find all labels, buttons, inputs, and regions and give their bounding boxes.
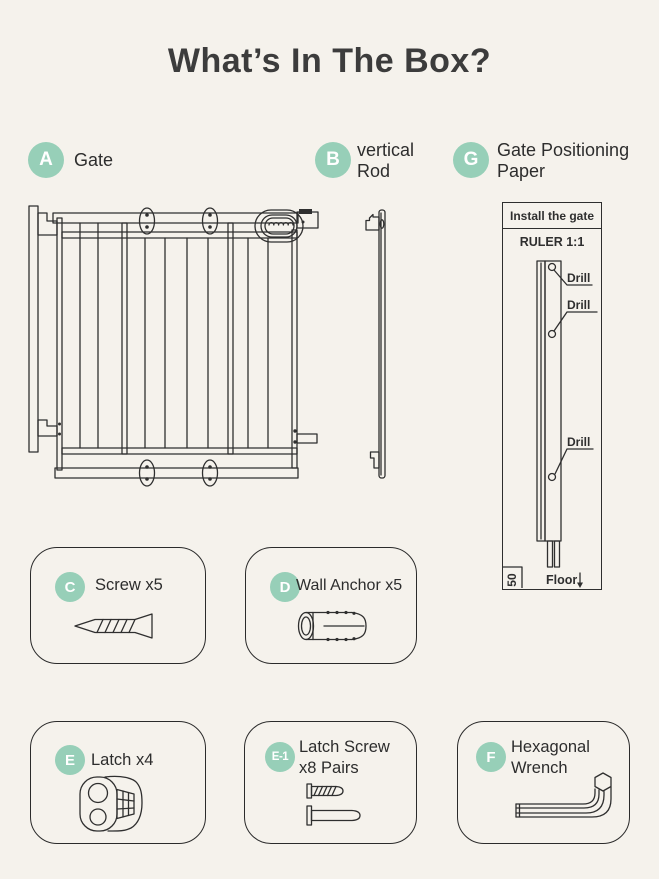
drill-hole bbox=[549, 264, 556, 271]
item-g-badge: G bbox=[453, 142, 489, 178]
gate-latch-block bbox=[297, 212, 318, 228]
hex-wrench-illustration bbox=[506, 770, 618, 830]
paper-illustration bbox=[503, 203, 600, 588]
screw-illustration bbox=[71, 611, 163, 641]
positioning-paper bbox=[502, 202, 602, 590]
floor-offset-label: 50 bbox=[505, 573, 519, 587]
floor-arrow-head bbox=[577, 583, 583, 589]
item-f-label-line1: Hexagonal bbox=[511, 738, 590, 756]
part-box-latch-screw bbox=[244, 721, 417, 844]
floor-label: Floor bbox=[546, 573, 578, 587]
latch-window-grid bbox=[117, 790, 134, 819]
hex-head bbox=[595, 773, 611, 791]
item-d-label: Wall Anchor x5 bbox=[296, 577, 403, 594]
item-g-label bbox=[497, 140, 629, 182]
item-e1-label bbox=[299, 737, 390, 779]
paper-ruler-label: RULER 1:1 bbox=[519, 235, 585, 249]
latch-illustration bbox=[77, 772, 149, 836]
item-b-label-line2: Rod bbox=[357, 161, 391, 181]
item-c-badge: C bbox=[55, 572, 85, 602]
item-b-label-line1: vertical bbox=[357, 140, 415, 160]
part-box-screw bbox=[30, 547, 206, 664]
latch-screw-illustration bbox=[303, 782, 385, 828]
drill-label: Drill bbox=[567, 435, 591, 449]
item-f-badge: F bbox=[476, 742, 506, 772]
item-e1-label-line1: Latch Screw bbox=[299, 738, 390, 756]
part-box-latch bbox=[30, 721, 206, 844]
part-box-wrench bbox=[457, 721, 630, 844]
gate-clamp bbox=[203, 460, 218, 486]
item-e-label: Latch x4 bbox=[91, 751, 154, 769]
part-box-wall-anchor bbox=[245, 547, 417, 664]
drill-label: Drill bbox=[567, 271, 591, 285]
item-f-label-line2: Wrench bbox=[511, 759, 568, 777]
wall-anchor-illustration bbox=[296, 609, 376, 643]
item-b-label bbox=[357, 140, 414, 182]
item-a-label: Gate bbox=[74, 150, 114, 170]
page-title: What’s In The Box? bbox=[167, 42, 492, 80]
gate-bottom-hinge bbox=[38, 420, 57, 436]
item-e1-label-line2: x8 Pairs bbox=[299, 759, 359, 777]
paper-header: Install the gate bbox=[503, 203, 601, 229]
item-a-badge: A bbox=[28, 142, 64, 178]
gate-clamp bbox=[203, 208, 218, 234]
drill-label: Drill bbox=[567, 298, 591, 312]
item-g-label-line1: Gate Positioning bbox=[497, 140, 630, 160]
gate-wall-plate bbox=[29, 206, 38, 452]
vertical-rod-illustration bbox=[352, 200, 407, 485]
gate-clamp bbox=[140, 460, 155, 486]
item-e-badge: E bbox=[55, 745, 85, 775]
item-g-label-line2: Paper bbox=[497, 161, 546, 181]
gate-bottom-pin bbox=[297, 434, 317, 443]
item-d-badge: D bbox=[270, 572, 300, 602]
item-c-label: Screw x5 bbox=[95, 576, 163, 594]
drill-hole bbox=[549, 331, 556, 338]
drill-hole bbox=[549, 474, 556, 481]
gate-handle bbox=[255, 210, 303, 242]
gate-top-hinge bbox=[38, 213, 57, 235]
gate-clamp bbox=[140, 208, 155, 234]
item-b-badge: B bbox=[315, 142, 351, 178]
gate-illustration bbox=[15, 198, 320, 498]
item-e1-badge: E-1 bbox=[265, 742, 295, 772]
